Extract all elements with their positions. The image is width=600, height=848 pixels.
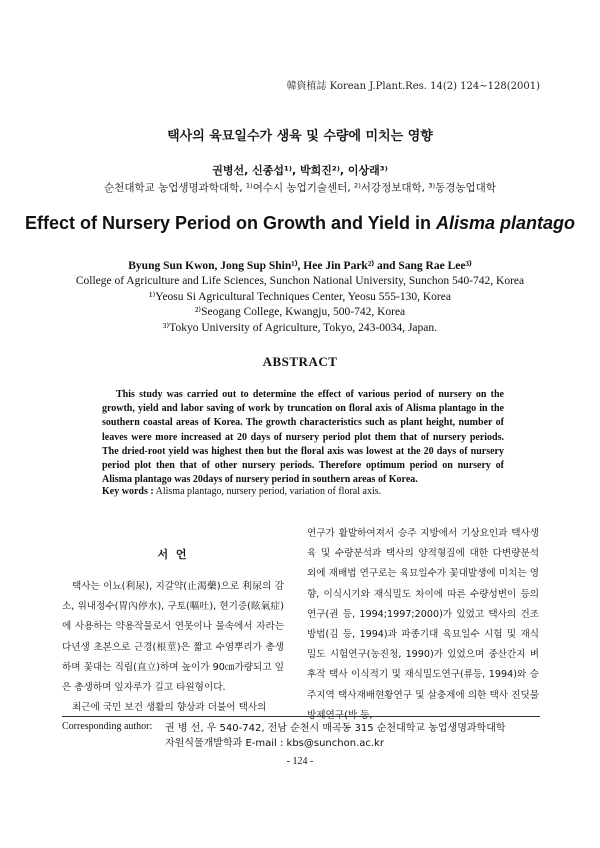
right-column: [307, 524, 539, 726]
english-title-species: Alisma plantago: [436, 213, 576, 233]
keywords-text: Alisma plantago, nursery period, variation of floral axis.: [153, 486, 382, 497]
keywords: [102, 486, 512, 497]
footnote-divider: [62, 716, 540, 717]
abstract-heading: ABSTRACT: [262, 354, 338, 369]
korean-affiliations: 순천대학교 농업생명과학대학, ¹⁾여수시 농업기술센터, ²⁾서강정보대학, ³⁾동경농업대학: [104, 182, 496, 194]
abstract-text: This study was carried out to determine the effect of various period of nursery on the growth, yield and labor saving of work by truncation on floral axis of Alisma plantago in the southern coastal areas of Korea. The growth characteristics such as plant height, number of leaves were more increased at 20 days of nursery period plot them that of nursery periods. The dried-root yield was highest then but the floral axis was lowest at the 20 days of nursery period plot then that of other nursery periods. Therefore optimum period on nursery of Alisma plantago was 20days of nursery period in southern areas of Korea.: [102, 389, 504, 486]
left-column: [62, 577, 284, 718]
affiliation-line: ¹⁾Yeosu Si Agricultural Techniques Center, Yeosu 555-130, Korea: [149, 290, 451, 303]
english-affiliations: [0, 274, 600, 336]
section-heading-introduction: 서 언: [157, 548, 189, 561]
paragraph: 택사는 이뇨(利尿), 지갈약(止渴藥)으로 利尿의 감소, 위내정수(胃內停水), 구토(嘔吐), 현기증(眩氣症)에 사용하는 약용작물로서 연못이나 물속에서 자라는 다년생 초본으로 근경(根莖)은 짧고 수염뿌리가 총생하며 꽃대는 직립(直立)하며 높이가 90㎝가량되고 잎은 총생하며 잎자루가 길고 타원형이다.: [62, 581, 284, 694]
corresponding-author-info: [165, 721, 545, 751]
english-title-main: Effect of Nursery Period on Growth and Yield in: [24, 213, 437, 233]
paragraph: 연구가 활발하여져서 승주 지방에서 기상요인과 택사생육 및 수량분석과 택사의 양적형질에 대한 다변량분석 외에 재배법 연구로는 육묘일수가 꽃대발생에 미치는 영향, 이식시기와 재식밀도 차이에 따른 수량성변이 등의 연구(권 등, 1994;1997;2000)가 있었고 택사의 건조방법(김 등, 1994)과 파종기대 육묘일수 시험 및 재식밀도 시험연구(농진청, 1990)가 있었으며 중산간지 벼후작 택사 이식적기 및 재식밀도연구(류등, 1994)와 승주지역 택사재배현황연구 및 살충제에 의한 택사 진딧물 방제연구(박 등,: [307, 528, 539, 721]
page-number: - 124 -: [286, 756, 314, 767]
english-authors: Byung Sun Kwon, Jong Sup Shin¹⁾, Hee Jin Park²⁾ and Sang Rae Lee³⁾: [128, 260, 472, 272]
corresponding-author-line: 자원식물개발학과 E-mail : kbs@sunchon.ac.kr: [165, 738, 384, 749]
corresponding-author-line: 권 병 선, 우 540-742, 전남 순천시 매곡동 315 순천대학교 농업생명과학대학: [165, 723, 506, 734]
journal-citation: 韓資植誌 Korean J.Plant.Res. 14(2) 124~128(2001): [286, 81, 540, 92]
keywords-label: Key words :: [102, 486, 154, 497]
affiliation-line: ³⁾Tokyo University of Agriculture, Tokyo, 243-0034, Japan.: [162, 321, 438, 334]
affiliation-line: College of Agriculture and Life Sciences, Sunchon National University, Sunchon 540-742, Korea: [75, 275, 525, 287]
english-title: [0, 213, 600, 234]
affiliation-line: ²⁾Seogang College, Kwangju, 500-742, Korea: [194, 306, 406, 318]
corresponding-author-label: Corresponding author:: [62, 721, 153, 732]
korean-title: 택사의 육묘일수가 생육 및 수량에 미치는 영향: [167, 129, 433, 144]
korean-authors: 권병선, 신종섭¹⁾, 박희진²⁾, 이상래³⁾: [212, 164, 388, 177]
paragraph: 최근에 국민 보건 생활의 향상과 더불어 택사의: [72, 702, 267, 714]
